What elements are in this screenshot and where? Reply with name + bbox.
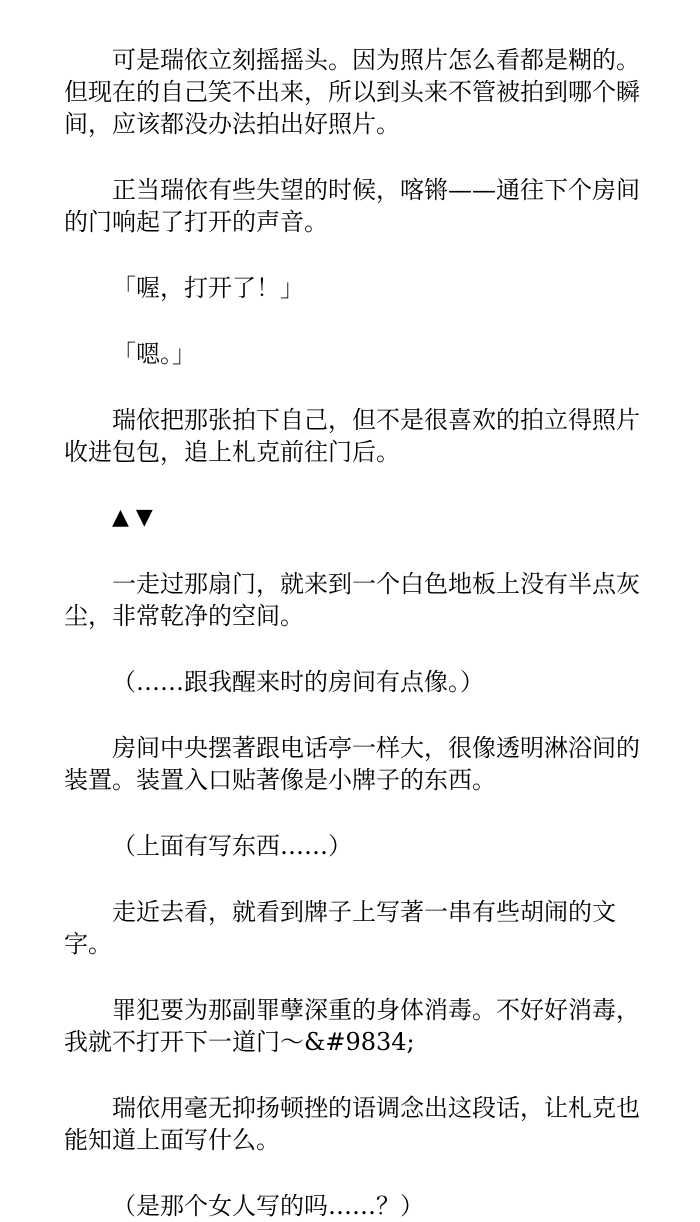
paragraph-10: 走近去看，就看到牌子上写著一串有些胡闹的文字。 [64,898,616,958]
paragraph-1: 可是瑞依立刻摇摇头。因为照片怎么看都是糊的。但现在的自己笑不出来，所以到头来不管被拍到哪个瞬间，应该都没办法拍出好照片。 [64,46,640,138]
paragraph-11: 罪犯要为那副罪孽深重的身体消毒。不好好消毒，我就不打开下一道门～&#9834; [64,996,640,1056]
scene-break-symbols: ▲ ▼ [112,505,153,530]
document-page [64,44,644,1222]
paragraph-4: 「嗯。」 [112,340,196,368]
paragraph-13: （是那个女人写的吗……？） [112,1192,424,1220]
paragraph-9: （上面有写东西……） [112,832,352,860]
paragraph-3: 「喔，打开了！」 [112,274,304,302]
paragraph-6: 一走过那扇门，就来到一个白色地板上没有半点灰尘，非常乾净的空间。 [64,570,640,630]
paragraph-5: 瑞依把那张拍下自己，但不是很喜欢的拍立得照片收进包包，追上札克前往门后。 [64,406,640,466]
paragraph-12: 瑞依用毫无抑扬顿挫的语调念出这段话，让札克也能知道上面写什么。 [64,1094,640,1154]
paragraph-8: 房间中央摆著跟电话亭一样大，很像透明淋浴间的装置。装置入口贴著像是小牌子的东西。 [64,734,640,794]
paragraph-7: （……跟我醒来时的房间有点像。） [112,668,484,696]
paragraph-2: 正当瑞依有些失望的时候，喀锵——通往下个房间的门响起了打开的声音。 [64,176,640,236]
